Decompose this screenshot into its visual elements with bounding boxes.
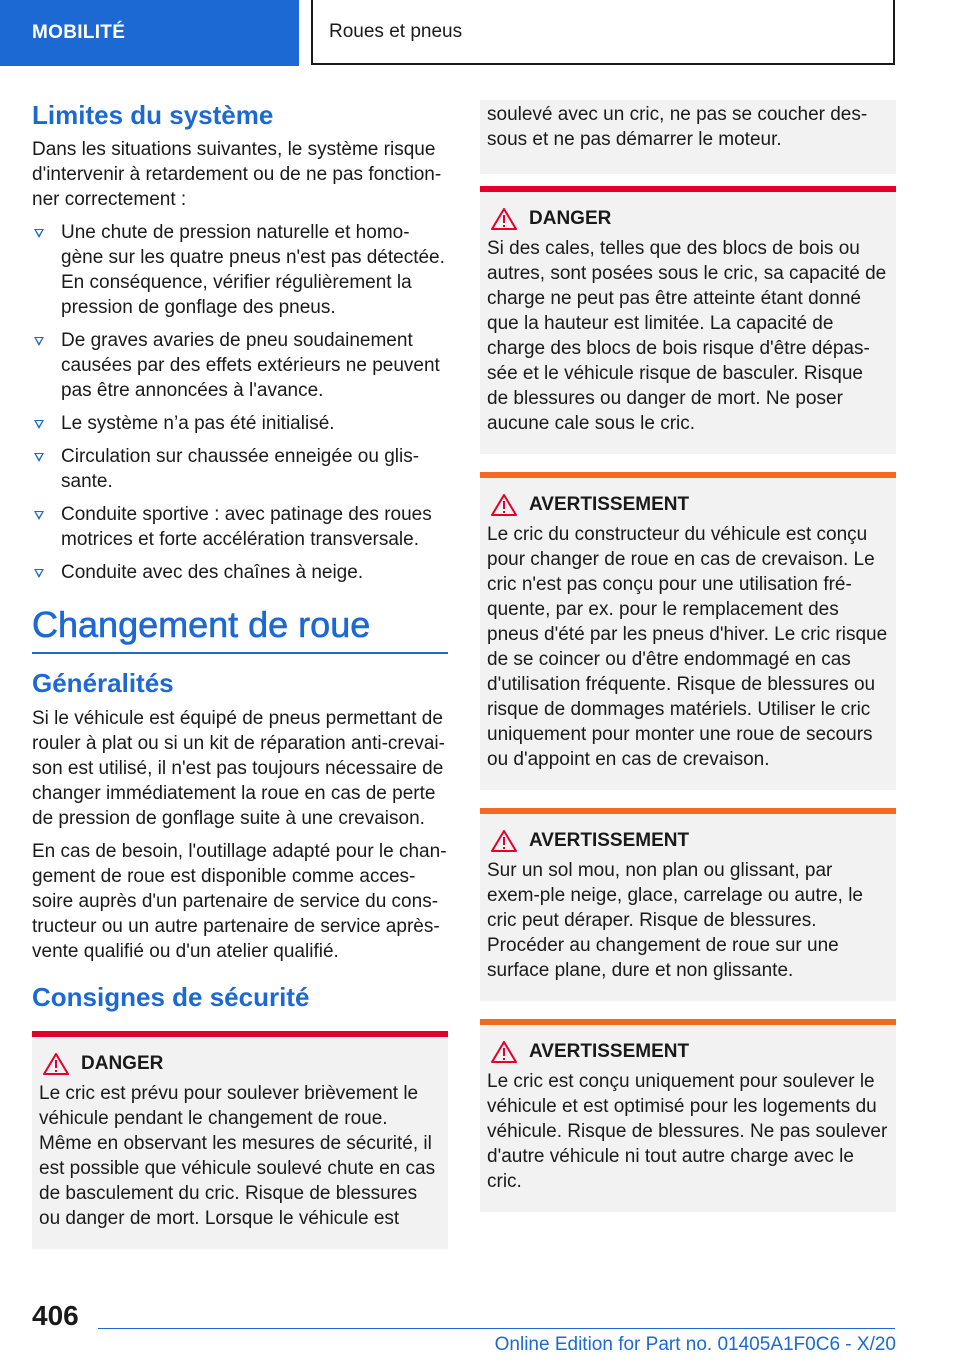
safety-heading: Consignes de sécurité [32,981,310,1012]
list-item: Circulation sur chaussée enneigée ou glis-sante. [32,444,448,494]
limits-intro: Dans les situations suivantes, le système risque d'intervenir à retardement ou de ne pas fonction-ner correctement : [32,139,442,211]
danger-box-continued [480,100,896,174]
general-paragraph-1: Si le véhicule est équipé de pneus permettant de rouler à plat ou si un kit de réparation anti-crevai-son est utilisé, il n'est pas toujours nécessaire de changer immédiatement la roue en cas de perte de pression de gonflage suite à une crevaison. [32,707,445,829]
danger-box [480,186,896,454]
footer-divider [98,1328,895,1329]
warning-text: Le cric est conçu uniquement pour soulever le véhicule et est optimisé pour les logements du véhicule. Risque de blessures. Ne pas soulever d'autre véhicule ni tout autre charge avec le cric. [487,1071,888,1192]
left-column [32,100,448,1249]
danger-box [32,1031,448,1249]
limits-heading: Limites du système [32,100,274,130]
bullet-triangle-icon [34,420,44,429]
bullet-triangle-icon [34,229,44,238]
edition-link[interactable]: Online Edition for Part no. 01405A1F0C6 - X/20 [494,1334,896,1355]
list-item: Le système n’a pas été initialisé. [32,411,448,436]
warning-box [480,808,896,1001]
warning-label: AVERTISSEMENT [529,494,690,515]
danger-text: Si des cales, telles que des blocs de bois ou autres, sont posées sous le cric, sa capacité de charge ne peut pas être atteinte étant donné que la hauteur est limitée. La capacité de charge des blocs de bois risque d'être dépas-sée et le véhicule risque de basculer. Risque de blessures ou danger de mort. Ne poser aucune cale sous le cric. [487,238,887,434]
bullet-triangle-icon [34,453,44,462]
section-tab [0,0,299,66]
danger-label: DANGER [81,1052,164,1074]
warning-triangle-icon [491,494,517,516]
right-column [480,100,896,1230]
chapter-label: Roues et pneus [329,20,463,42]
warning-label: AVERTISSEMENT [529,1041,690,1062]
limits-list [32,220,448,585]
chapter-header [311,0,895,65]
danger-label: DANGER [529,208,612,229]
section-label: MOBILITÉ [32,22,126,43]
list-item: Une chute de pression naturelle et homo-gène sur les quatre pneus n'est pas détectée. En conséquence, vérifier régulièrement la pression de gonflage des pneus. [32,220,448,320]
list-item: Conduite sportive : avec patinage des roues motrices et forte accélération transversale. [32,502,448,552]
list-item: De graves avaries de pneu soudainement causées par des effets extérieurs ne peuvent pas être annoncées à l'avance. [32,328,448,403]
danger-text: Le cric est prévu pour soulever brièvement le véhicule pendant le changement de roue. Même en observant les mesures de sécurité, il est possible que véhicule soulevé chute en cas de basculement du cric. Risque de blessures ou danger de mort. Lorsque le véhicule est [39,1082,436,1229]
warning-triangle-icon [491,1041,517,1063]
warning-box [480,472,896,790]
warning-text: Le cric du constructeur du véhicule est conçu pour changer de roue en cas de crevaison. Le cric n'est pas conçu pour une utilisation fré-quente, par ex. pour le remplacement des pneus d'été par les pneus d'hiver. Le cric risque de se coincer ou d'être endommagé en cas d'utilisation fréquente. Risque de blessures ou risque de dommages matériels. Utiliser le cric uniquement pour monter une roue de secours ou d'appoint en cas de crevaison. [487,524,888,770]
bullet-triangle-icon [34,511,44,520]
warning-triangle-icon [491,830,517,852]
warning-box [480,1019,896,1212]
general-paragraph-2: En cas de besoin, l'outillage adapté pour le chan-gement de roue est disponible comme acces-soire auprès d'un partenaire de service du cons-tructeur ou un autre partenaire de service après-vente qualifié ou d'un atelier qualifié. [32,840,447,962]
bullet-triangle-icon [34,569,44,578]
general-heading: Généralités [32,668,174,699]
warning-triangle-icon [491,208,517,230]
warning-triangle-icon [43,1053,69,1075]
page-number: 406 [32,1300,79,1331]
danger-text-continued: soulevé avec un cric, ne pas se coucher des-sous et ne pas démarrer le moteur. [487,104,868,150]
list-item: Conduite avec des chaînes à neige. [32,560,448,585]
heading-divider [32,652,448,654]
warning-text: Sur un sol mou, non plan ou glissant, par exem-ple neige, glace, carrelage ou autre, le cric peut déraper. Risque de blessures. Procéder au changement de roue sur une surface plane, dure et non glissante. [487,860,864,981]
warning-label: AVERTISSEMENT [529,830,690,851]
bullet-triangle-icon [34,337,44,346]
change-wheel-heading: Changement de roue [32,604,371,646]
